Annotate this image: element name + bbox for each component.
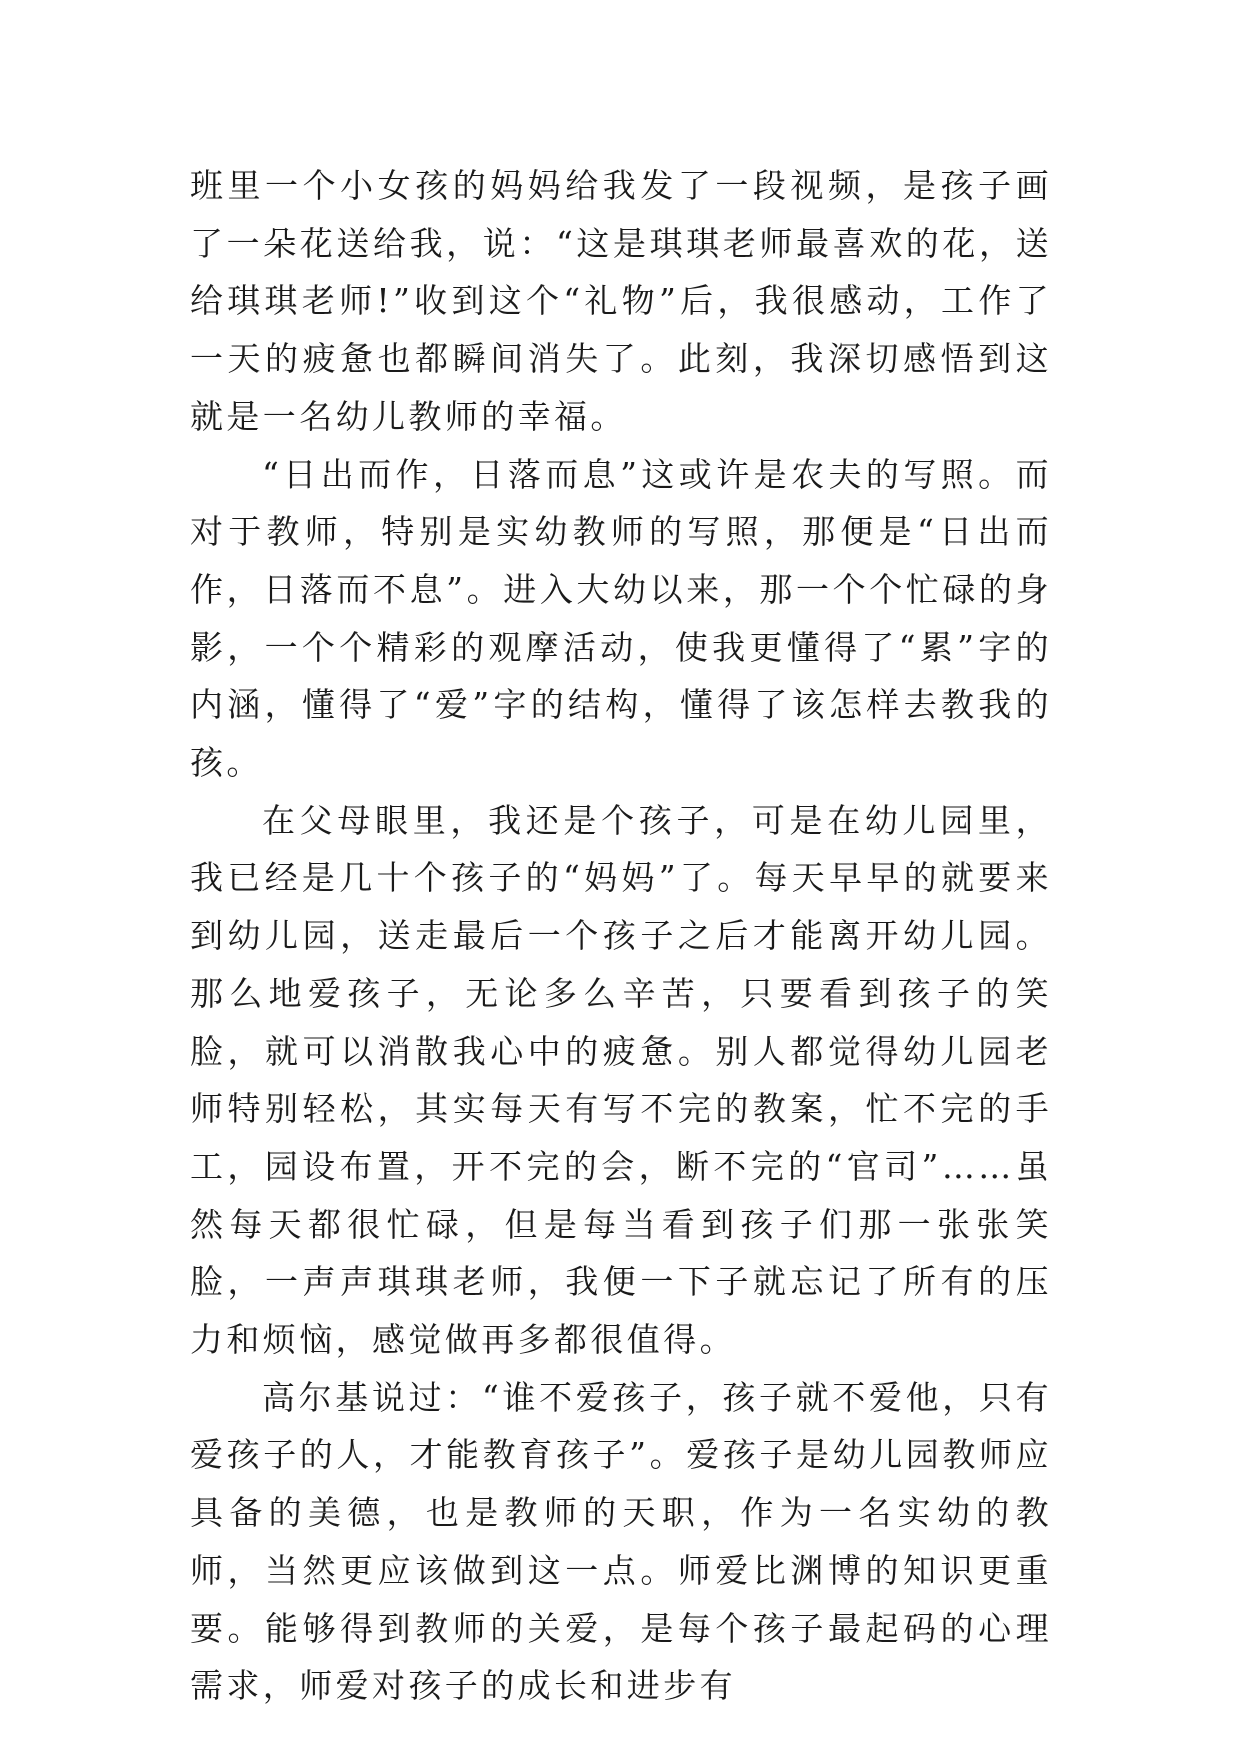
paragraph-2: “日出而作，日落而息”这或许是农夫的写照。而对于教师，特别是实幼教师的写照，那便是“日出而作，日落而不息”。进入大幼以来，那一个个忙碌的身影，一个个精彩的观摩活动，使我更懂得了“累”字的内涵，懂得了“爱”字的结构，懂得了该怎样去教我的孩。	[190, 454, 1052, 783]
document-body	[190, 157, 1052, 1715]
paragraph-3: 在父母眼里，我还是个孩子，可是在幼儿园里，我已经是几十个孩子的“妈妈”了。每天早早的就要来到幼儿园，送走最后一个孩子之后才能离开幼儿园。那么地爱孩子，无论多么辛苦，只要看到孩子的笑脸，就可以消散我心中的疲惫。别人都觉得幼儿园老师特别轻松，其实每天有写不完的教案，忙不完的手工，园设布置，开不完的会，断不完的“官司”……虽然每天都很忙碌，但是每当看到孩子们那一张张笑脸，一声声琪琪老师，我便一下子就忘记了所有的压力和烦恼，感觉做再多都很值得。	[190, 800, 1052, 1360]
paragraph-1: 班里一个小女孩的妈妈给我发了一段视频，是孩子画了一朵花送给我，说：“这是琪琪老师最喜欢的花，送给琪琪老师!”收到这个“礼物”后，我很感动，工作了一天的疲惫也都瞬间消失了。此刻，我深切感悟到这就是一名幼儿教师的幸福。	[190, 166, 1052, 436]
paragraph-4: 高尔基说过：“谁不爱孩子，孩子就不爱他，只有爱孩子的人，才能教育孩子”。爱孩子是幼儿园教师应具备的美德，也是教师的天职，作为一名实幼的教师，当然更应该做到这一点。师爱比渊博的知识更重要。能够得到教师的关爱，是每个孩子最起码的心理需求，师爱对孩子的成长和进步有	[190, 1377, 1052, 1706]
